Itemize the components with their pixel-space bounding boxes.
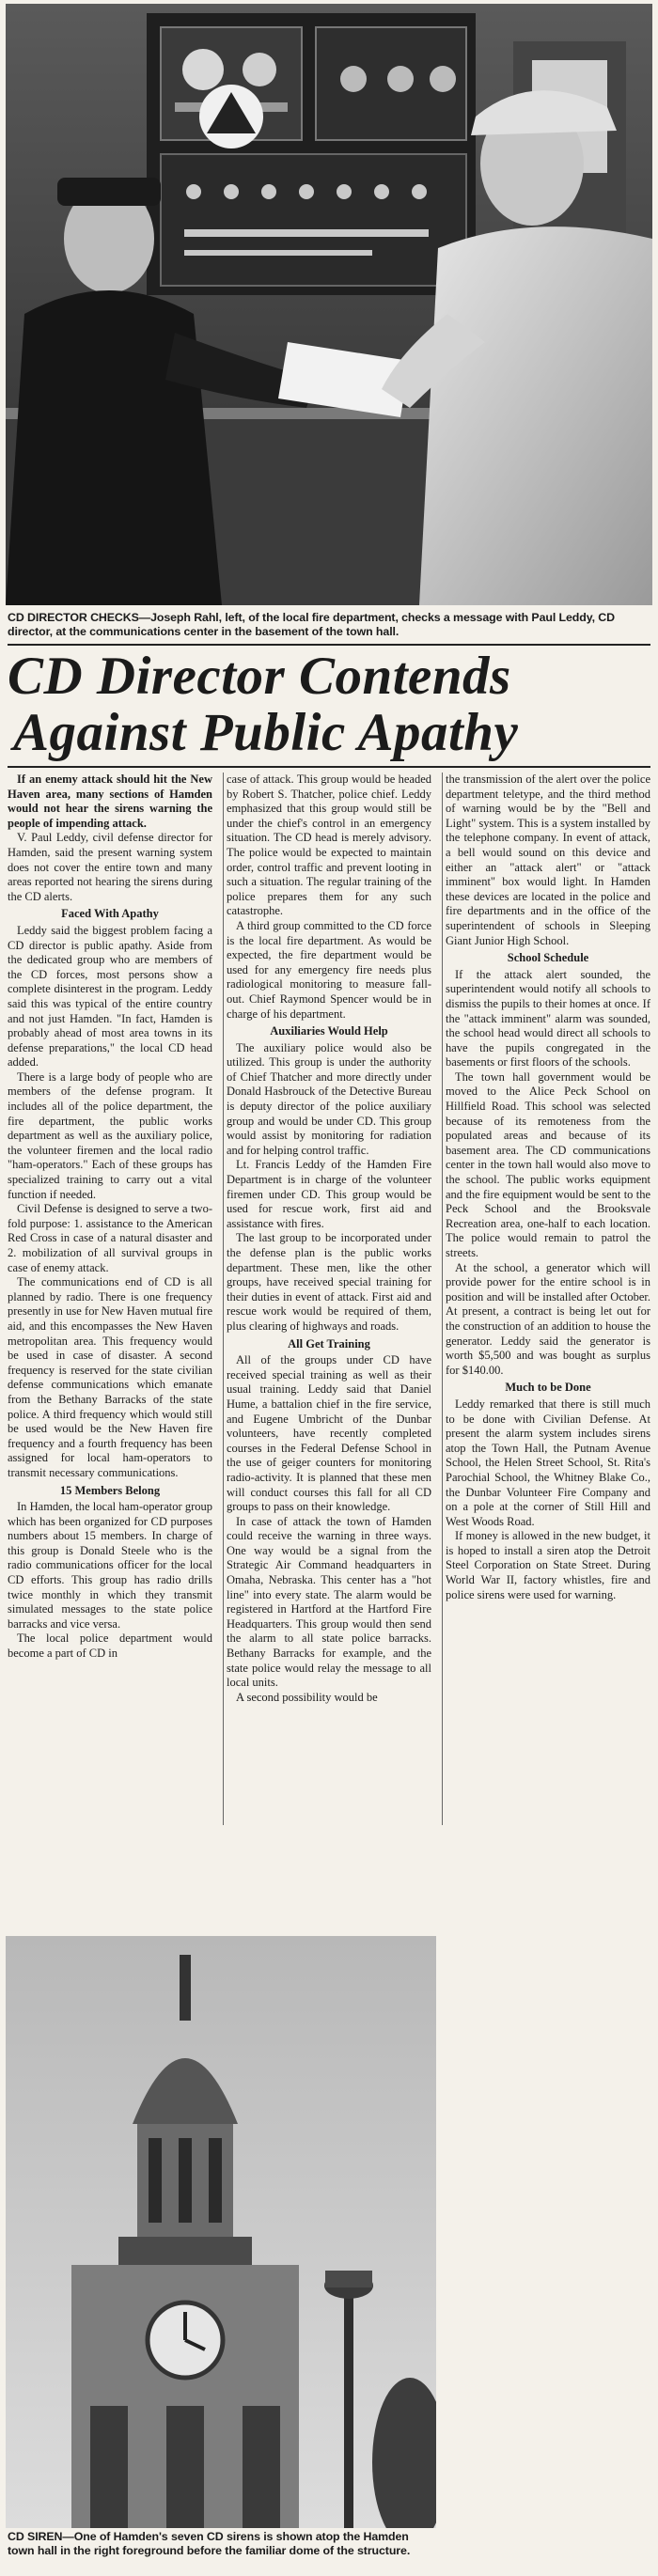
article-paragraph: case of attack. This group would be headed by Robert S. Thatcher, police chief. Leddy emphasized that this group would still be under the chief's control in an emergency situation. The CD head is merely advisory. The police would be expected to maintain order, control traffic and prevent looting in such a situation. The regular training of the police prepares them for any such catastrophe. (227, 773, 431, 918)
article-paragraph: The town hall government would be moved to the Alice Peck School on Hillfield Road. This school was selected because of its remoteness from the populated areas and because of its basement area. The CD communications center in the town hall would also move to the school. The public works equipment and the fire equipment would be sent to the Peck School and the Brooksvale Recreation area, one-half to each location. The police would remain to patrol the streets. (446, 1069, 650, 1259)
top-photo-caption: CD DIRECTOR CHECKS—Joseph Rahl, left, of the local fire department, checks a message with Paul Leddy, CD director, at the communications center in the basement of the town hall. (8, 611, 615, 638)
article-paragraph: A third group committed to the CD force is the local fire department. As would be expected, the fire department would be used for any emergency fire needs plus radiological monitoring to measure fall-out. Chief Raymond Spencer would be in charge of his department. (227, 918, 431, 1021)
column-rule-1 (223, 773, 224, 1825)
article-paragraph: Lt. Francis Leddy of the Hamden Fire Department is in charge of the volunteer firemen under CD. This group would be used for rescue work, first aid and assistance with fires. (227, 1158, 431, 1230)
section-subhead: 15 Members Belong (59, 1483, 161, 1497)
article-paragraph: Civil Defense is designed to serve a two-fold purpose: 1. assistance to the American Red Cross in case of a natural disaster and 2. mobilization of all survival groups in case of enemy attack. (8, 1202, 212, 1274)
communications-center-photo (6, 4, 652, 605)
section-subhead: Much to be Done (505, 1381, 591, 1395)
article-paragraph: There is a large body of people who are members of the defense program. It includes all of the police department, the fire department, the public works department as well as the auxiliary police, the volunteer firemen and the local radio "ham-operators." Each of these groups has specialized training to carry out a vital function if needed. (8, 1069, 212, 1201)
headline-line-1: CD Director Contends (8, 647, 511, 706)
article-paragraph: In case of attack the town of Hamden could receive the warning in three ways. One way would be a signal from the Strategic Air Command headquarters in Omaha, Nebraska. This center has a "hot line" into every state. The alarm would be registered in Hartford at the Hartford Fire Headquarters. This group would then send the alarm to all state police barracks. Bethany Barracks for example, and the state police would relay the message to all local units. (227, 1514, 431, 1690)
article-paragraph: All of the groups under CD have received special training as well as their usual training. Leddy said that Daniel Hume, a battalion chief in the fire service, and Eugene Umbricht of the Dunbar volunteers, have recently completed courses in the Federal Defense School in the use of geiger counters for monitoring radio-activity. It is planned that these men will conduct courses this fall for all CD groups to pass on their knowledge. (227, 1353, 431, 1514)
article-paragraph: A second possibility would be (236, 1690, 378, 1704)
article-column-3 (446, 773, 650, 1602)
article-column-2 (227, 773, 431, 1705)
article-paragraph: The last group to be incorporated under the defense plan is the public works department. These men, like the other groups, have received special training for their duties in event of attack. First aid and rescue work would be required of them, plus clearing of highways and roads. (227, 1231, 431, 1333)
article-paragraph: The communications end of CD is all planned by radio. There is one frequency presently in use for New Haven mutual fire aid, and this encompasses the New Haven metropolitan area. This frequency would be used in case of disaster. A second frequency is reserved for the state civilian defense communications which emanate from the Bethany Barracks of the state police. A third frequency which would still be used would be the New Haven fire frequency and a fourth frequency has been assigned for local ham-operators to transmit necessary communications. (8, 1275, 212, 1479)
headline-top-rule (8, 644, 650, 646)
bottom-photo-caption: CD SIREN—One of Hamden's seven CD sirens is shown atop the Hamden town hall in the right foreground before the familiar dome of the structure. (8, 2530, 411, 2557)
article-paragraph: V. Paul Leddy, civil defense director for Hamden, said the present warning system does not cover the entire town and many areas reported not hearing the sirens during the CD alerts. (8, 831, 212, 903)
article-column-1 (8, 773, 212, 1662)
article-paragraph: The local police department would become a part of CD in (8, 1631, 212, 1661)
article-paragraph: Leddy said the biggest problem facing a CD director is public apathy. Aside from the dedicated group who are members of the CD forces, most persons show a complete disinterest in the program. Leddy said this was typical of the entire country and not just Hamden. "In fact, Hamden is probably ahead of most area towns in its defense preparations," the local CD head added. (8, 923, 212, 1069)
section-subhead: Auxiliaries Would Help (270, 1024, 388, 1038)
article-paragraph: In Hamden, the local ham-operator group which has been organized for CD purposes numbers about 15 members. In charge of this group is Donald Steele who is the radio communications officer for the local CD efforts. This group has radio drills twice monthly in which they transmit simulated messages to the state police barracks and vice versa. (8, 1500, 212, 1631)
town-hall-siren-photo-illustration (6, 1936, 436, 2528)
section-subhead: School Schedule (507, 951, 589, 965)
headline (8, 648, 650, 761)
article-paragraph: If money is allowed in the new budget, it is hoped to install a siren atop the Detroit Steel Corporation on State Street. During World War II, factory whistles, fire and police sirens were used for warning. (446, 1529, 650, 1601)
article-paragraph: the transmission of the alert over the police department teletype, and the third method of warning would be by the "Bell and Light" system. This is a system installed by the telephone company. In event of attack, a bell would sound on this device and either an "attack alert" or "attack imminent" box would light. In Hamden these devices are located in the police and fire departments and in the office of the superintendent of schools in Sleeping Giant Junior High School. (446, 773, 650, 947)
town-hall-siren-photo (6, 1936, 436, 2528)
article-paragraph: At the school, a generator which will provide power for the entire school is in position and will be installed after October. At present, a contract is being let out for the construction of an addition to house the generator. Leddy said the generator is worth $5,500 and was bought as surplus for $140.00. (446, 1260, 650, 1377)
article-paragraph: The auxiliary police would also be utilized. This group is under the authority of Chief Thatcher and more directly under Donald Hasbrouck of the Detective Bureau is deputy director of the police auxiliary group and would be under CD. This group would assist by monitoring for radiation and for helping control traffic. (227, 1040, 431, 1157)
article-paragraph: If an enemy attack should hit the New Haven area, many sections of Hamden would not hear the sirens warning the people of impending attack. (8, 773, 212, 830)
section-subhead: All Get Training (288, 1336, 370, 1350)
article-paragraph: If the attack alert sounded, the superintendent would notify all schools to dismiss the pupils to their homes at once. If the "attack imminent" alarm was sounded, the school head would direct all schools to have the pupils congregated in the basements or first floors of the schools. (446, 967, 650, 1069)
headline-bottom-rule (8, 766, 650, 768)
section-subhead: Faced With Apathy (61, 907, 159, 921)
communications-center-photo-illustration (6, 4, 652, 605)
article-paragraph: Leddy remarked that there is still much to be done with Civilian Defense. At present the alarm system includes sirens atop the Town Hall, the Putnam Avenue School, the Helen Street School, St. Rita's Parochial School, the Whitney Blake Co., the Dunbar Volunteer Fire Company and on a pole at the corner of Still Hill and West Woods Road. (446, 1397, 650, 1528)
headline-line-2: Against Public Apathy (13, 703, 519, 762)
column-rule-2 (442, 773, 443, 1825)
